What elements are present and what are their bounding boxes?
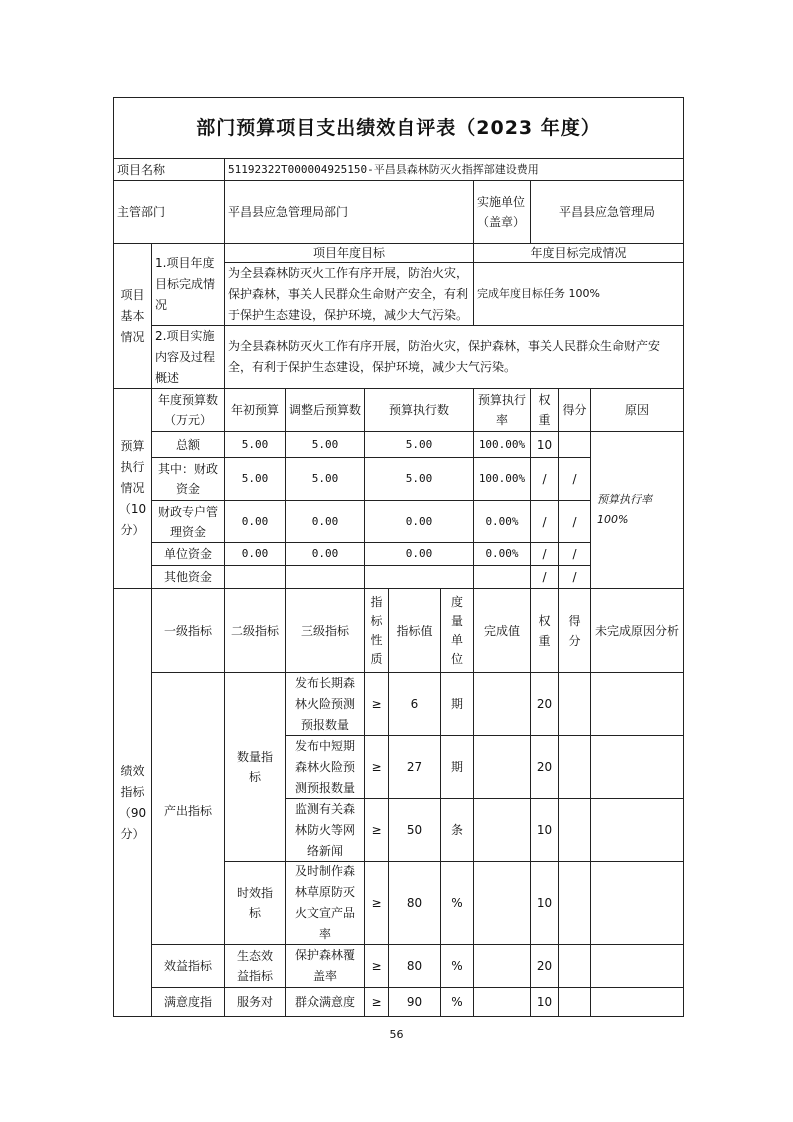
budget-row-executed: 0.00 — [364, 500, 474, 543]
perf-row-weight: 10 — [530, 987, 559, 1017]
budget-header-initial: 年初预算 — [224, 388, 286, 432]
budget-row-weight: / — [530, 457, 559, 501]
budget-row-rate: 100.00% — [473, 431, 531, 458]
perf-row-level3: 发布长期森林火险预测预报数量 — [285, 672, 365, 736]
perf-row-unit: % — [440, 944, 474, 988]
budget-row-name: 总额 — [151, 431, 225, 458]
budget-row-executed: 5.00 — [364, 457, 474, 501]
perf-row-score[interactable] — [558, 987, 591, 1017]
perf-header-score: 得分 — [558, 588, 591, 673]
perf-row-done[interactable] — [473, 861, 531, 945]
goal-header: 项目年度目标 — [224, 243, 474, 263]
budget-header-adjusted: 调整后预算数 — [285, 388, 365, 432]
perf-level2-timeliness: 时效指标 — [224, 861, 286, 945]
perf-row-reason[interactable] — [590, 735, 684, 799]
goal-text: 为全县森林防灭火工作有序开展，防治火灾，保护森林，事关人民群众生命财产安全，有利于保护生态建设，保护环境，减少大气污染。 — [224, 262, 474, 326]
budget-row-weight: / — [530, 542, 559, 566]
impl-label: 2.项目实施内容及过程概述 — [151, 325, 225, 389]
budget-row-weight: / — [530, 500, 559, 543]
budget-row-executed: 0.00 — [364, 542, 474, 566]
completion-text: 完成年度目标任务 100% — [473, 262, 684, 326]
impl-text: 为全县森林防灭火工作有序开展，防治火灾，保护森林，事关人民群众生命财产安全，有利于保护生态建设，保护环境，减少大气污染。 — [224, 325, 684, 389]
perf-row-unit: 期 — [440, 672, 474, 736]
perf-row-weight: 20 — [530, 735, 559, 799]
budget-row-rate — [473, 565, 531, 589]
perf-row-level3: 及时制作森林草原防灭火文宣产品率 — [285, 861, 365, 945]
budget-header-category: 年度预算数（万元） — [151, 388, 225, 432]
perf-row-score[interactable] — [558, 861, 591, 945]
budget-row-rate: 0.00% — [473, 500, 531, 543]
budget-row-executed: 5.00 — [364, 431, 474, 458]
perf-row-level3: 群众满意度 — [285, 987, 365, 1017]
perf-row-nature: ≥ — [364, 987, 389, 1017]
perf-row-reason[interactable] — [590, 944, 684, 988]
budget-row-adjusted — [285, 565, 365, 589]
perf-header-level1: 一级指标 — [151, 588, 225, 673]
page-number: 56 — [389, 1028, 404, 1041]
budget-reason-line1: 预算执行率 — [597, 493, 652, 506]
budget-row-rate: 100.00% — [473, 457, 531, 501]
perf-row-value: 90 — [388, 987, 441, 1017]
perf-row-score[interactable] — [558, 944, 591, 988]
budget-row-initial: 5.00 — [224, 457, 286, 501]
budget-row-adjusted: 5.00 — [285, 431, 365, 458]
project-name-value: 51192322T000004925150-平昌县森林防灭火指挥部建设费用 — [224, 158, 684, 181]
budget-header-reason: 原因 — [590, 388, 684, 432]
perf-header-level2: 二级指标 — [224, 588, 286, 673]
perf-row-value: 50 — [388, 798, 441, 862]
impl-unit-label: 实施单位（盖章） — [473, 180, 531, 244]
perf-row-level3: 发布中短期森林火险预测预报数量 — [285, 735, 365, 799]
perf-row-nature: ≥ — [364, 798, 389, 862]
budget-row-executed — [364, 565, 474, 589]
completion-header: 年度目标完成情况 — [473, 243, 684, 263]
budget-row-adjusted: 5.00 — [285, 457, 365, 501]
budget-header-score: 得分 — [558, 388, 591, 432]
perf-row-reason[interactable] — [590, 861, 684, 945]
dept-value: 平昌县应急管理局部门 — [224, 180, 474, 244]
perf-row-level3: 保护森林覆盖率 — [285, 944, 365, 988]
perf-row-weight: 20 — [530, 672, 559, 736]
dept-label: 主管部门 — [113, 180, 225, 244]
page-title: 部门预算项目支出绩效自评表（2023 年度） — [113, 97, 684, 159]
perf-header-weight: 权重 — [530, 588, 559, 673]
perf-row-done[interactable] — [473, 735, 531, 799]
budget-header-executed: 预算执行数 — [364, 388, 474, 432]
perf-header-unit: 度量单位 — [440, 588, 474, 673]
budget-reason — [590, 431, 684, 589]
budget-row-score: / — [558, 565, 591, 589]
perf-row-value: 6 — [388, 672, 441, 736]
budget-row-score: / — [558, 542, 591, 566]
budget-row-initial: 5.00 — [224, 431, 286, 458]
perf-row-reason[interactable] — [590, 987, 684, 1017]
perf-level2-eco: 生态效益指标 — [224, 944, 286, 988]
perf-row-nature: ≥ — [364, 672, 389, 736]
perf-level2-quantity: 数量指标 — [224, 672, 286, 862]
perf-level1-output: 产出指标 — [151, 672, 225, 945]
project-name-label: 项目名称 — [113, 158, 225, 181]
perf-row-score[interactable] — [558, 798, 591, 862]
perf-row-value: 80 — [388, 861, 441, 945]
budget-section-label: 预算执行情况（10分） — [113, 388, 152, 589]
budget-row-score: / — [558, 500, 591, 543]
perf-row-unit: 期 — [440, 735, 474, 799]
budget-reason-line2: 100% — [597, 513, 629, 526]
budget-row-initial — [224, 565, 286, 589]
goal-label: 1.项目年度目标完成情况 — [151, 243, 225, 326]
budget-row-adjusted: 0.00 — [285, 542, 365, 566]
perf-row-value: 27 — [388, 735, 441, 799]
perf-section-label: 绩效指标（90分） — [113, 588, 152, 1017]
perf-level2-service: 服务对 — [224, 987, 286, 1017]
perf-row-unit: % — [440, 987, 474, 1017]
perf-row-nature: ≥ — [364, 944, 389, 988]
perf-row-score[interactable] — [558, 672, 591, 736]
perf-header-nature: 指标性质 — [364, 588, 389, 673]
perf-row-done[interactable] — [473, 944, 531, 988]
perf-row-unit: 条 — [440, 798, 474, 862]
perf-header-value: 指标值 — [388, 588, 441, 673]
perf-header-level3: 三级指标 — [285, 588, 365, 673]
perf-header-done: 完成值 — [473, 588, 531, 673]
perf-level1-benefit: 效益指标 — [151, 944, 225, 988]
budget-row-adjusted: 0.00 — [285, 500, 365, 543]
perf-level1-satisfaction: 满意度指 — [151, 987, 225, 1017]
budget-header-rate: 预算执行率 — [473, 388, 531, 432]
budget-row-name: 单位资金 — [151, 542, 225, 566]
perf-row-nature: ≥ — [364, 861, 389, 945]
perf-row-done[interactable] — [473, 672, 531, 736]
perf-row-level3: 监测有关森林防火等网络新闻 — [285, 798, 365, 862]
budget-row-weight: 10 — [530, 431, 559, 458]
impl-unit-value: 平昌县应急管理局 — [530, 180, 684, 244]
perf-row-reason[interactable] — [590, 672, 684, 736]
perf-header-reason: 未完成原因分析 — [590, 588, 684, 673]
perf-row-reason[interactable] — [590, 798, 684, 862]
perf-row-unit: % — [440, 861, 474, 945]
perf-row-done[interactable] — [473, 798, 531, 862]
budget-row-score: / — [558, 457, 591, 501]
budget-row-rate: 0.00% — [473, 542, 531, 566]
budget-row-initial: 0.00 — [224, 542, 286, 566]
budget-row-initial: 0.00 — [224, 500, 286, 543]
basic-section-label: 项目基本情况 — [113, 243, 152, 389]
budget-row-score[interactable] — [558, 431, 591, 458]
budget-row-name: 其中：财政资金 — [151, 457, 225, 501]
perf-row-weight: 10 — [530, 798, 559, 862]
perf-row-score[interactable] — [558, 735, 591, 799]
perf-row-weight: 20 — [530, 944, 559, 988]
perf-row-value: 80 — [388, 944, 441, 988]
budget-row-name: 其他资金 — [151, 565, 225, 589]
budget-row-name: 财政专户管理资金 — [151, 500, 225, 543]
perf-row-done[interactable] — [473, 987, 531, 1017]
budget-row-weight: / — [530, 565, 559, 589]
budget-header-weight: 权重 — [530, 388, 559, 432]
perf-row-weight: 10 — [530, 861, 559, 945]
perf-row-nature: ≥ — [364, 735, 389, 799]
